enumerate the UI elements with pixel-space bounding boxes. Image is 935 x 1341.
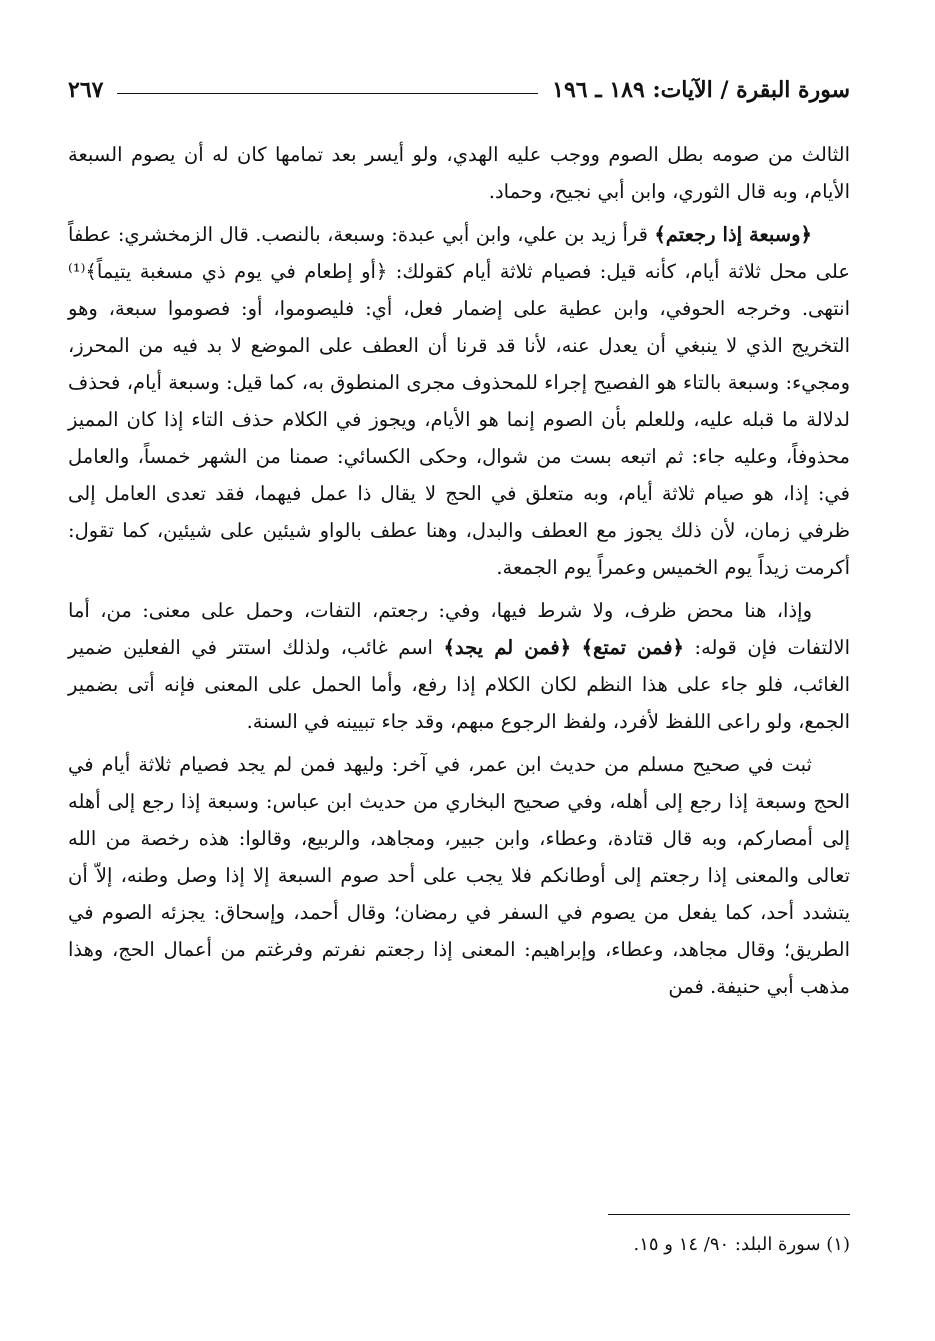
page-number: ٢٦٧	[68, 77, 104, 103]
paragraph-3	[68, 592, 850, 740]
quran-quote: ﴿فمن تمتع﴾	[581, 636, 684, 659]
footnote-rule	[608, 1214, 850, 1215]
running-header	[68, 70, 850, 110]
paragraph-3-text-b: اسم غائب، ولذلك استتر في الفعلين ضمير الغائب، فلو جاء على هذا النظم لكان الكلام إذا رفع، وأما الحمل على المعنى فإنه أتى بضمير الجمع، ولو راعى اللفظ لأفرد، ولفظ الرجوع مبهم، وقد جاء تبيينه في السنة.	[68, 636, 850, 733]
header-title: سورة البقرة / الآيات: ١٨٩ ـ ١٩٦	[552, 77, 850, 103]
header-rule	[117, 93, 538, 94]
quran-quote: ﴿وسبعة إذا رجعتم﴾	[654, 223, 812, 246]
paragraph-1	[68, 136, 850, 210]
footnote: (١) سورة البلد: ٩٠/ ١٤ و ١٥.	[633, 1234, 850, 1255]
paragraph-2	[68, 216, 850, 586]
paragraph-4-text: ثبت في صحيح مسلم من حديث ابن عمر، في آخر: وليهد فمن لم يجد فصيام ثلاثة أيام في الحج وسبعة إذا رجع إلى أهله، وفي صحيح البخاري من حديث ابن عباس: وسبعة إذا رجع إلى أهله إلى أمصاركم، وبه قال قتادة، وعطاء، وابن جبير، ومجاهد، والربيع، وقالوا: هذه رخصة من الله تعالى والمعنى إذا رجعتم إلى أوطانكم فلا يجب على أحد صوم السبعة إلا إذا وصل وطنه، إلاّ أن يتشدد أحد، كما يفعل من يصوم في السفر في رمضان؛ وقال أحمد، وإسحاق: يجزئه الصوم في الطريق؛ وقال مجاهد، وعطاء، وإبراهيم: المعنى إذا رجعتم نفرتم وفرغتم من أعمال الحج، وهذا مذهب أبي حنيفة. فمن	[68, 753, 850, 998]
paragraph-3-text-a: وإذا، هنا محض ظرف، ولا شرط فيها، وفي: رجعتم، التفات، وحمل على معنى: من، أما الالتفات فإن قوله:	[68, 599, 850, 659]
paragraph-1-text: الثالث من صومه بطل الصوم ووجب عليه الهدي، ولو أيسر بعد تمامها كان له أن يصوم السبعة الأيام، وبه قال الثوري، وابن أبي نجيح، وحماد.	[68, 143, 850, 203]
paragraph-4	[68, 746, 850, 1005]
paragraph-2-text: قرأ زيد بن علي، وابن أبي عبدة: وسبعة، بالنصب. قال الزمخشري: عطفاً على محل ثلاثة أيام، كأنه قيل: فصيام ثلاثة أيام كقولك: ﴿أو إطعام في يوم ذي مسغبة يتيماً﴾⁽¹⁾ انتهى. وخرجه الحوفي، وابن عطية على إضمار فعل، أي: فليصوموا، أو: فصوموا سبعة، وهو التخريج الذي لا ينبغي أن يعدل عنه، لأنا قد قرنا أن العطف على الموضع لا بد فيه من المحرز، ومجيء: وسبعة بالتاء هو الفصيح إجراء للمحذوف مجرى المنطوق به، كما قيل: وسبعة أيام، فحذف لدلالة ما قبله عليه، وللعلم بأن الصوم إنما هو الأيام، ويجوز في الكلام حذف التاء إذا كان المميز محذوفاً، وعليه جاء: ثم اتبعه بست من شوال، وحكى الكسائي: صمنا من الشهر خمساً، والعامل في: إذا، هو صيام ثلاثة أيام، وبه متعلق في الحج لا يقال ذا عمل فيهما، فقد تعدى العامل إلى ظرفي زمان، لأن ذلك يجوز مع العطف والبدل، وهنا عطف بالواو شيئين على شيئين، كما تقول: أكرمت زيداً يوم الخميس وعمراً يوم الجمعة.	[68, 223, 850, 579]
quran-quote: ﴿فمن لم يجد﴾	[443, 636, 572, 659]
body-text	[68, 136, 850, 1005]
